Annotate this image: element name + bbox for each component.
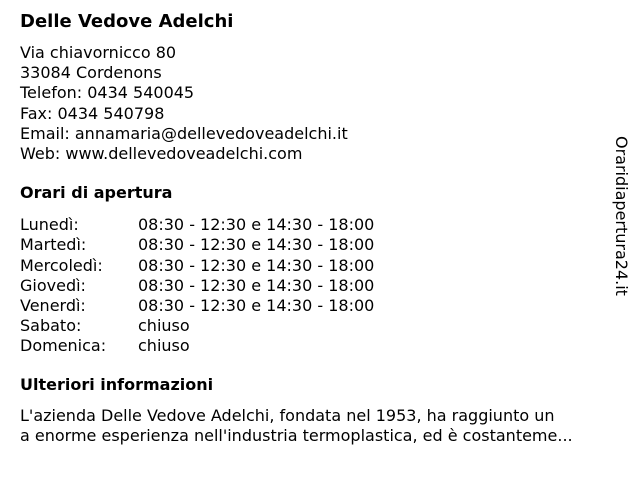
address-block [20,43,610,164]
hours-day: Lunedì: [20,215,79,235]
hours-row-wednesday [20,256,610,276]
hours-row-monday [20,215,610,235]
business-name: Delle Vedove Adelchi [20,11,234,32]
hours-heading: Orari di apertura [20,183,173,203]
brand-watermark: Oraridiapertura24.it [612,136,631,296]
hours-row-saturday [20,316,610,336]
hours-day: Martedì: [20,235,87,255]
info-heading: Ulteriori informazioni [20,374,214,394]
description [20,406,610,446]
hours-time: 08:30 - 12:30 e 14:30 - 18:00 [138,235,375,255]
hours-time: chiuso [138,336,190,356]
hours-day: Mercoledì: [20,255,103,275]
phone-line: Telefon: 0434 540045 [20,83,195,103]
hours-day: Domenica: [20,336,107,356]
hours-table [20,215,610,356]
email-line: Email: annamaria@dellevedoveadelchi.it [20,123,348,143]
business-card [20,10,610,446]
description-line: L'azienda Delle Vedove Adelchi, fondata nel 1953, ha raggiunto un [20,405,555,425]
hours-day: Giovedì: [20,275,86,295]
hours-row-sunday [20,336,610,356]
hours-time: 08:30 - 12:30 e 14:30 - 18:00 [138,255,375,275]
postal-city: 33084 Cordenons [20,63,162,83]
hours-row-tuesday [20,235,610,255]
hours-day: Venerdì: [20,296,86,316]
hours-row-friday [20,296,610,316]
hours-time: chiuso [138,316,190,336]
fax-line: Fax: 0434 540798 [20,103,165,123]
hours-day: Sabato: [20,316,82,336]
hours-time: 08:30 - 12:30 e 14:30 - 18:00 [138,296,375,316]
description-line: a enorme esperienza nell'industria termoplastica, ed è costanteme... [20,425,573,445]
hours-row-thursday [20,276,610,296]
hours-time: 08:30 - 12:30 e 14:30 - 18:00 [138,275,375,295]
web-line: Web: www.dellevedoveadelchi.com [20,144,303,164]
hours-time: 08:30 - 12:30 e 14:30 - 18:00 [138,215,375,235]
street-address: Via chiavornicco 80 [20,43,177,62]
